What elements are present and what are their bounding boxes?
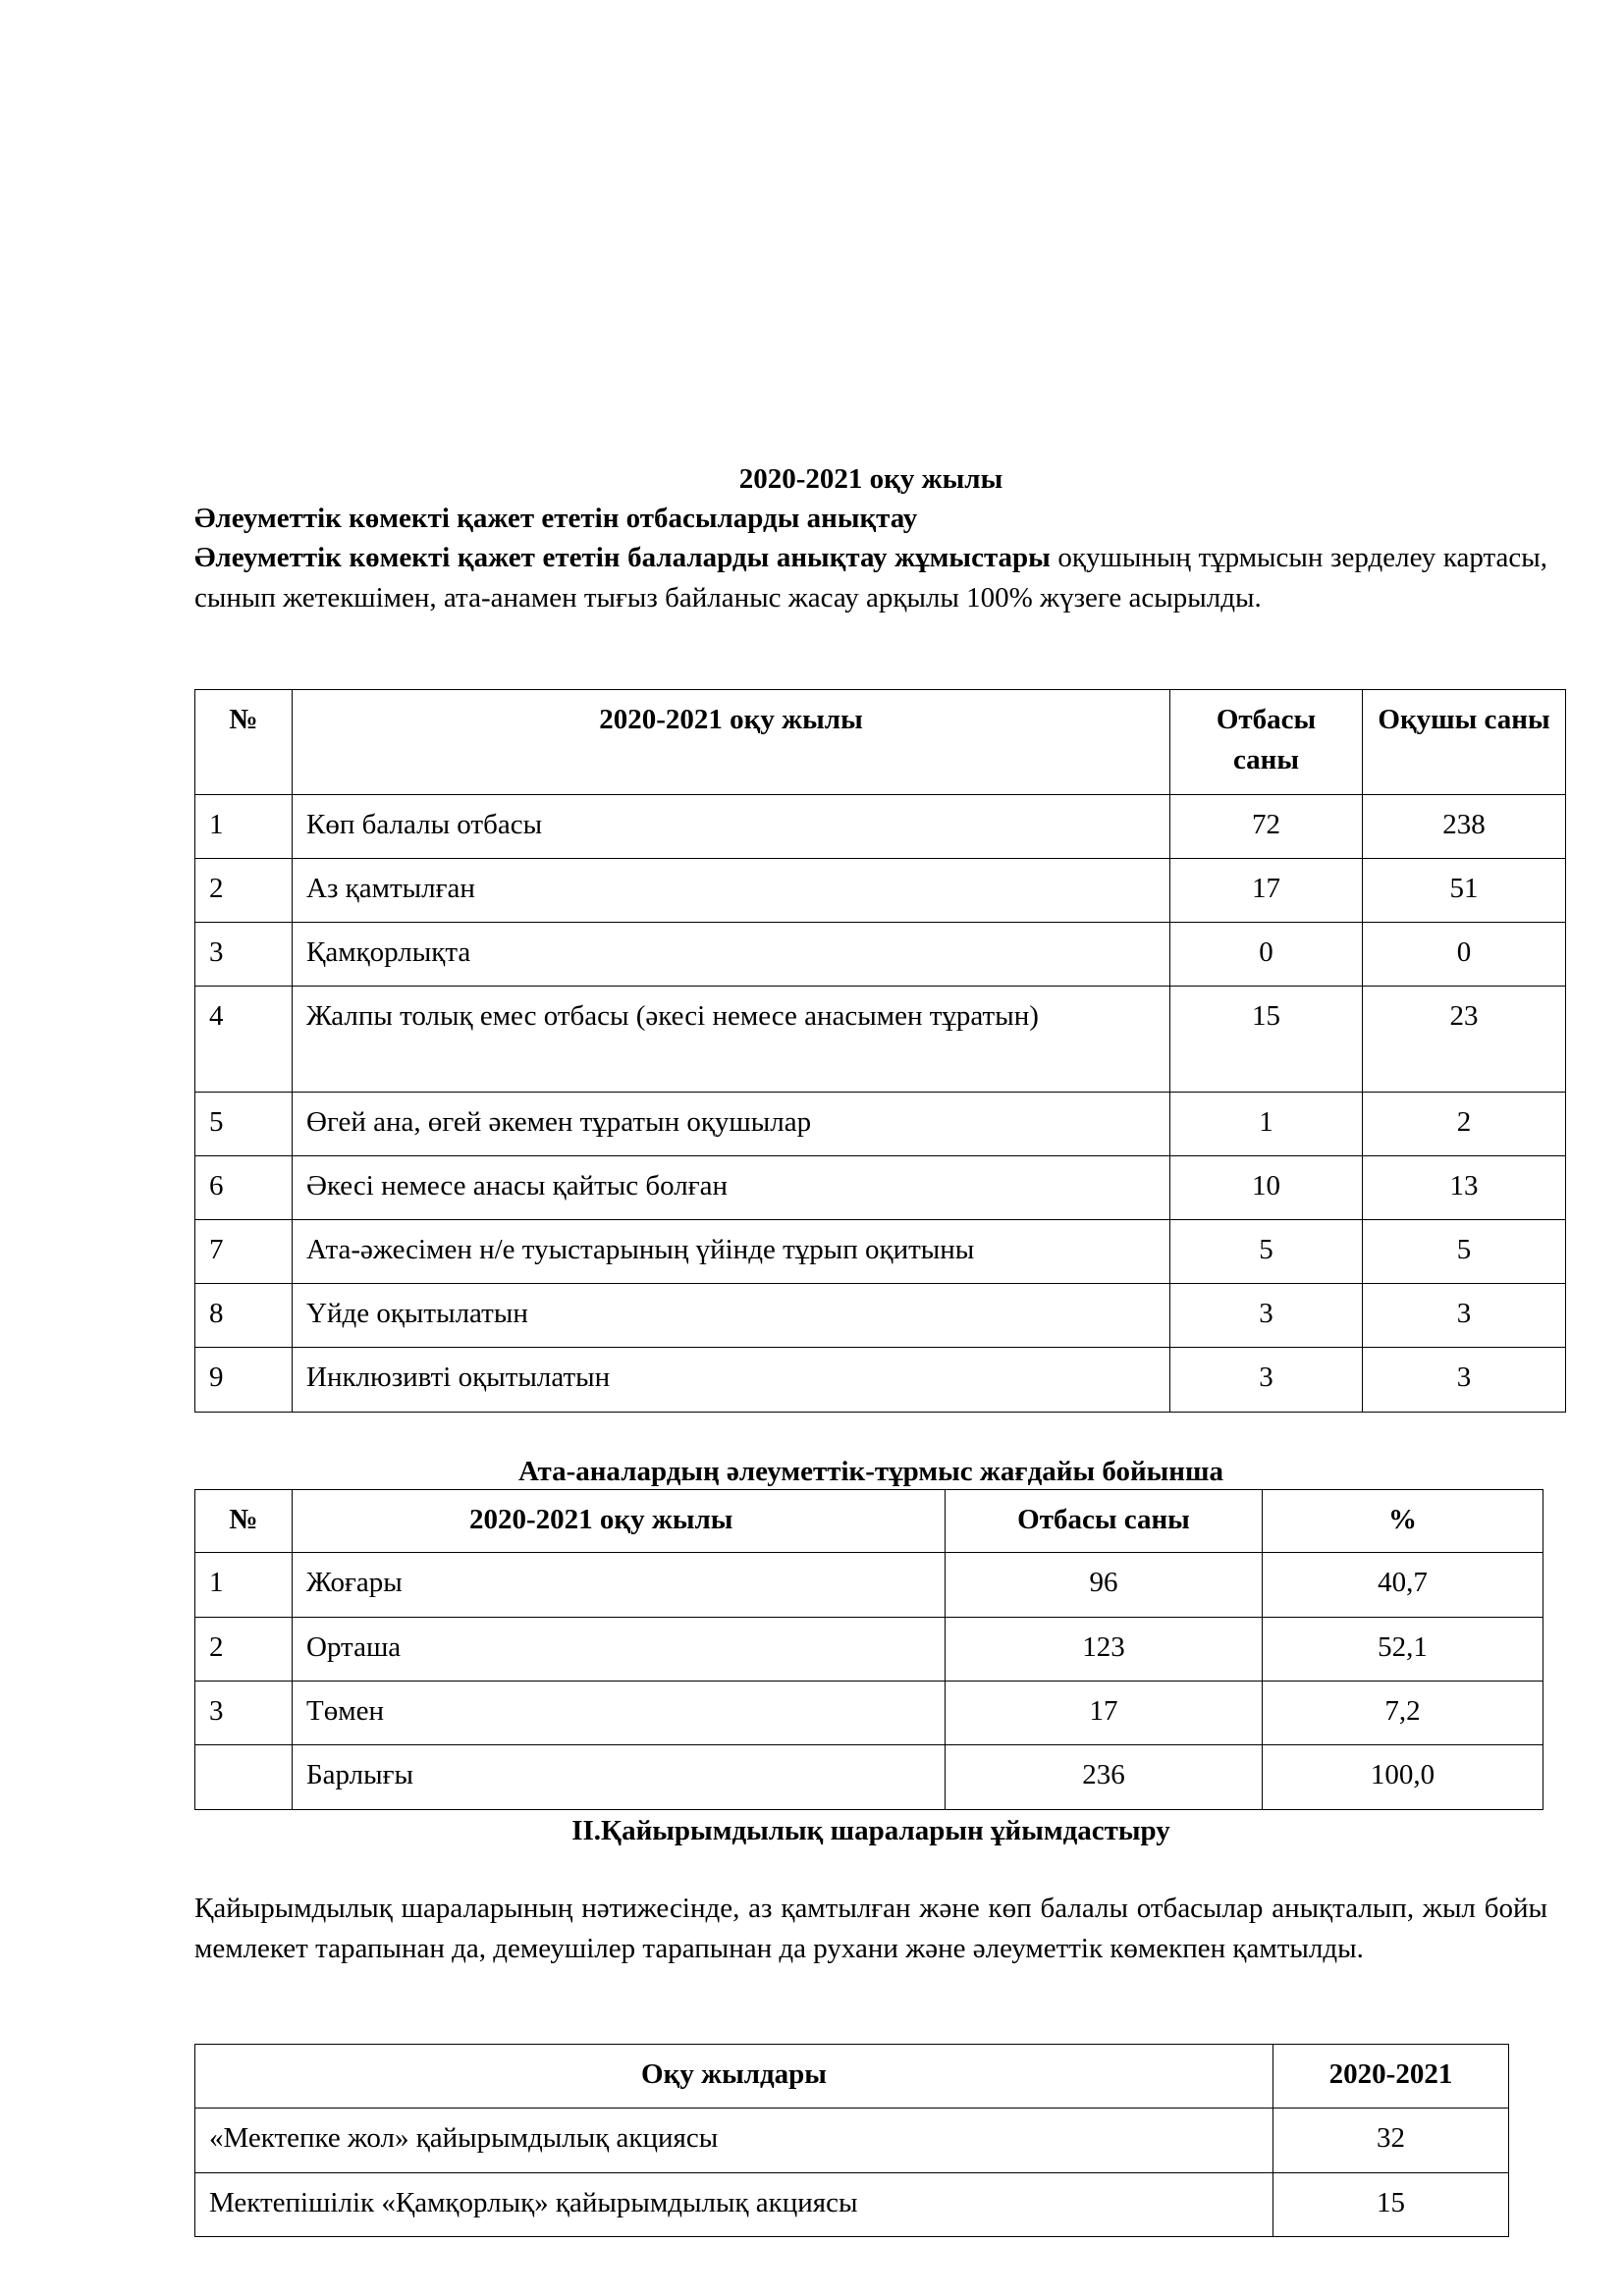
row-num: 1	[195, 795, 293, 859]
row-families: 10	[1170, 1156, 1363, 1220]
row-num: 1	[195, 1553, 293, 1618]
row-label: Барлығы	[293, 1745, 946, 1810]
header-families: Отбасы саны	[946, 1490, 1263, 1553]
charity-table	[194, 2044, 1509, 2237]
row-students: 23	[1363, 987, 1566, 1093]
table-row	[195, 2173, 1509, 2237]
table-row	[195, 795, 1566, 859]
row-families: 3	[1170, 1348, 1363, 1413]
header-students: Оқушы саны	[1363, 690, 1566, 795]
row-label: Мектепішілік «Қамқорлық» қайырымдылық акциясы	[195, 2173, 1273, 2237]
table-header-row	[195, 690, 1566, 795]
row-label: Үйде оқытылатын	[293, 1284, 1170, 1348]
row-label: Жоғары	[293, 1553, 946, 1618]
row-families: 96	[946, 1553, 1263, 1618]
table-row	[195, 923, 1566, 987]
row-families: 0	[1170, 923, 1363, 987]
header-percent: %	[1263, 1490, 1543, 1553]
row-percent: 100,0	[1263, 1745, 1543, 1810]
row-num: 8	[195, 1284, 293, 1348]
table2-caption: Ата-аналардың әлеуметтік-тұрмыс жағдайы бойынша	[517, 1456, 1224, 1487]
row-num: 3	[195, 923, 293, 987]
row-label: Аз қамтылған	[293, 859, 1170, 923]
row-num	[195, 1745, 293, 1810]
table-row	[195, 859, 1566, 923]
section-title: Әлеуметтік көмекті қажет ететін отбасыларды анықтау	[194, 503, 918, 534]
row-num: 3	[195, 1682, 293, 1745]
row-label: Ата-әжесімен н/е туыстарының үйінде тұрып оқитыны	[293, 1220, 1170, 1284]
families-table	[194, 689, 1566, 1413]
row-students: 0	[1363, 923, 1566, 987]
row-families: 1	[1170, 1093, 1363, 1156]
table-row	[195, 1553, 1543, 1618]
table-header-row	[195, 1490, 1543, 1553]
table-row	[195, 1284, 1566, 1348]
row-students: 3	[1363, 1284, 1566, 1348]
section2-title: ІІ.Қайырымдылық шараларын ұйымдастыру	[571, 1815, 1170, 1846]
row-students: 13	[1363, 1156, 1566, 1220]
header-years: Оқу жылдары	[195, 2045, 1273, 2109]
table-row	[195, 1348, 1566, 1413]
row-label: Әкесі немесе анасы қайтыс болған	[293, 1156, 1170, 1220]
row-label: Көп балалы отбасы	[293, 795, 1170, 859]
row-percent: 52,1	[1263, 1618, 1543, 1682]
row-num: 9	[195, 1348, 293, 1413]
row-num: 5	[195, 1093, 293, 1156]
row-students: 5	[1363, 1220, 1566, 1284]
row-families: 5	[1170, 1220, 1363, 1284]
row-label: Жалпы толық емес отбасы (әкесі немесе анасымен тұратын)	[293, 987, 1170, 1093]
row-label: «Мектепке жол» қайырымдылық акциясы	[195, 2109, 1273, 2173]
table-row	[195, 1093, 1566, 1156]
table-row	[195, 987, 1566, 1093]
header-families: Отбасы саны	[1170, 690, 1363, 795]
header-year: 2020-2021 оқу жылы	[293, 690, 1170, 795]
table-row	[195, 1220, 1566, 1284]
row-value: 32	[1273, 2109, 1509, 2173]
row-percent: 40,7	[1263, 1553, 1543, 1618]
table-header-row	[195, 2045, 1509, 2109]
row-students: 3	[1363, 1348, 1566, 1413]
row-num: 7	[195, 1220, 293, 1284]
header-num: №	[195, 1490, 293, 1553]
row-label: Инклюзивті оқытылатын	[293, 1348, 1170, 1413]
header-num: №	[195, 690, 293, 795]
row-students: 2	[1363, 1093, 1566, 1156]
row-families: 17	[1170, 859, 1363, 923]
row-label: Қамқорлықта	[293, 923, 1170, 987]
intro-bold-text: Әлеуметтік көмекті қажет ететін балаларды анықтау жұмыстары	[194, 542, 1051, 573]
table-row	[195, 1156, 1566, 1220]
table-row	[195, 1618, 1543, 1682]
row-num: 6	[195, 1156, 293, 1220]
row-families: 123	[946, 1618, 1263, 1682]
row-students: 238	[1363, 795, 1566, 859]
row-value: 15	[1273, 2173, 1509, 2237]
row-students: 51	[1363, 859, 1566, 923]
row-families: 72	[1170, 795, 1363, 859]
row-families: 17	[946, 1682, 1263, 1745]
row-num: 4	[195, 987, 293, 1093]
year-title: 2020-2021 оқу жылы	[738, 463, 1003, 495]
table-total-row	[195, 1745, 1543, 1810]
header-value: 2020-2021	[1273, 2045, 1509, 2109]
row-label: Өгей ана, өгей әкемен тұратын оқушылар	[293, 1093, 1170, 1156]
section2-paragraph: Қайырымдылық шараларының нәтижесінде, аз қамтылған және көп балалы отбасылар анықталып, жыл бойы мемлекет тарапынан да, демеушілер тарапынан да рухани және әлеуметтік көмекпен қамтылды.	[194, 1893, 1547, 1964]
row-families: 15	[1170, 987, 1363, 1093]
row-label: Төмен	[293, 1682, 946, 1745]
row-num: 2	[195, 1618, 293, 1682]
row-label: Орташа	[293, 1618, 946, 1682]
header-year: 2020-2021 оқу жылы	[293, 1490, 946, 1553]
table-row	[195, 2109, 1509, 2173]
intro-paragraph	[194, 538, 1547, 618]
row-num: 2	[195, 859, 293, 923]
table-row	[195, 1682, 1543, 1745]
intro-rest-text: оқушының тұрмысын зерделеу картасы, сынып жетекшімен, ата-анамен тығыз байланыс жасау арқылы 100% жүзеге асырылды.	[194, 542, 1547, 614]
row-families: 3	[1170, 1284, 1363, 1348]
row-families: 236	[946, 1745, 1263, 1810]
row-percent: 7,2	[1263, 1682, 1543, 1745]
social-status-table	[194, 1489, 1543, 1810]
